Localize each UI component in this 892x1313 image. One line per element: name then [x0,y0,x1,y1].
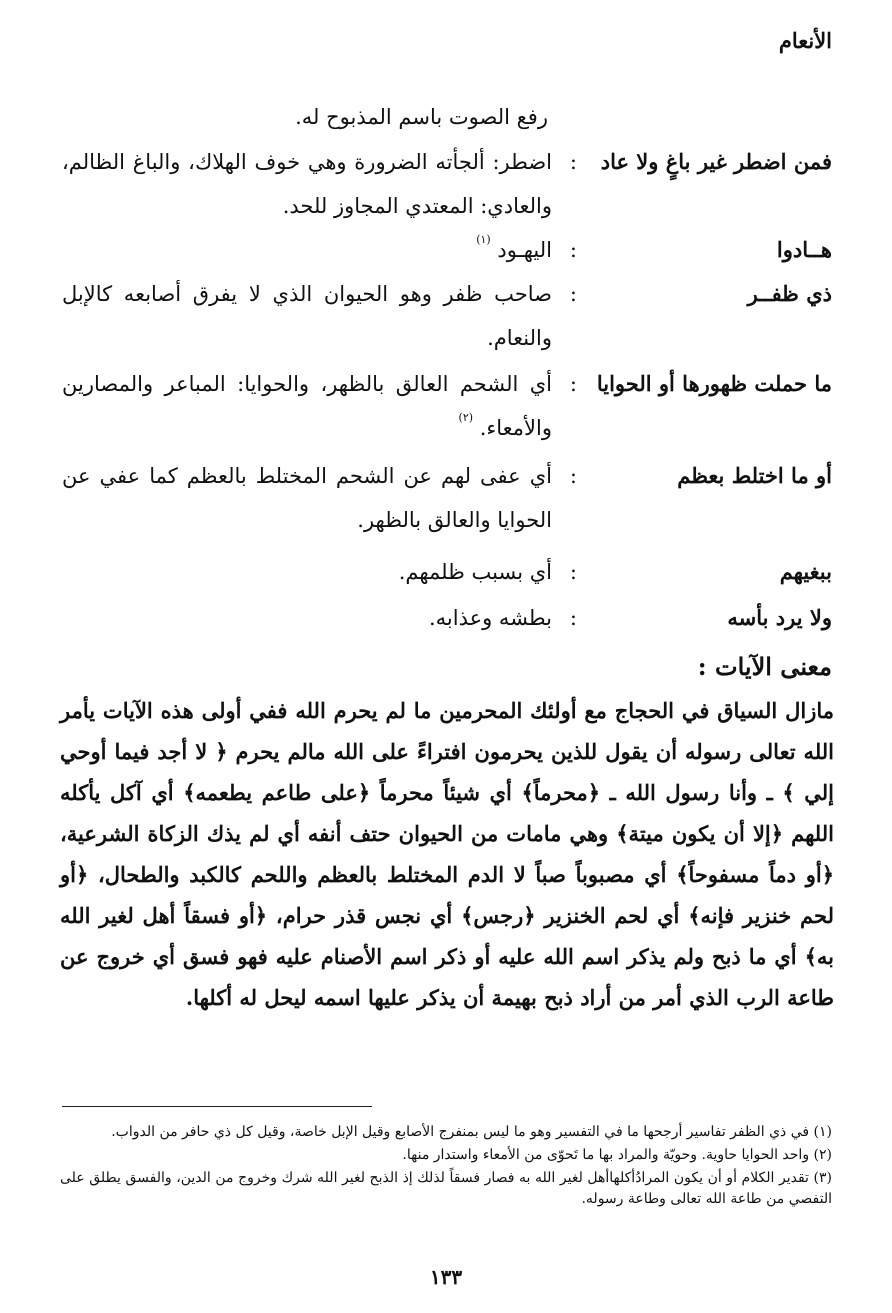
glossary-colon: : [569,238,577,262]
glossary-term: ما حملت ظهورها أو الحوايا [596,371,832,396]
glossary-definition [62,362,552,454]
glossary-term: فمن اضطر غير باغٍ ولا عاد [600,149,832,174]
glossary-colon: : [569,606,577,630]
definition-text: اليهـود [497,238,552,262]
page-number: ١٣٣ [429,1265,463,1289]
section-title: معنى الآيات : [697,652,832,681]
glossary-colon: : [569,282,577,306]
footnote-divider [62,1106,372,1107]
glossary-term: ببغيهم [779,559,832,584]
footnote-marker: (٢) [458,411,474,424]
footnote-marker: (١) [476,233,491,246]
glossary-definition: أي بسبب ظلمهم. [398,560,552,584]
running-header: الأنعام [778,28,832,53]
glossary-colon: : [569,464,577,488]
glossary-definition [62,228,552,276]
footnote: (١) في ذي الظفر تفاسير أرجحها ما في التفسير وهو ما ليس بمنفرج الأصابع وقيل الإبل خاصة، وقيل كل ذي حافر من الدواب. [111,1124,832,1140]
footnote: (٢) واحد الحوايا حاوية. وحويّة والمراد بها ما تَحوّى من الأمعاء واستدار منها. [402,1147,832,1163]
footnote: (٣) تقدير الكلام أو أن يكون المرادُأكلهاأهل لغير الله به فصار فسقاً لذلك إذ الذبح لغير الله شرك وخروج من الدين، والفسق يطلق على التفصي من طاعة الله تعالى وطاعة رسوله. [60,1170,832,1207]
footnotes [60,1122,832,1212]
glossary-definition: بطشه وعذابه. [428,606,552,630]
glossary-term: ذي ظفــر [747,281,832,306]
top-line-text: رفع الصوت باسم المذبوح له. [295,105,548,129]
glossary-colon: : [569,560,577,584]
body-paragraph: مازال السياق في الحجاج مع أولئك المحرمين ما لم يحرم الله ففي أولى هذه الآيات يأمر الله تعالى رسوله أن يقول للذين يحرمون افتراءً على الله مالم يحرم ﴿ لا أجد فيما أوحي إلي ﴾ ـ وأنا رسول الله ـ ﴿محرماً﴾ أي شيئاً محرماً ﴿على طاعم يطعمه﴾ أي آكل يأكله اللهم ﴿إلا أن يكون ميتة﴾ وهي مامات من الحيوان حتف أنفه أي لم يذك الزكاة الشرعية، ﴿أو دماً مسفوحاً﴾ أي مصبوباً صباً لا الدم المختلط بالعظم واللحم كالكبد والطحال، ﴿أو لحم خنزير فإنه﴾ أي لحم الخنزير ﴿رجس﴾ أي نجس قذر حرام، ﴿أو فسقاً أهل لغير الله به﴾ أي ما ذبح ولم يذكر اسم الله عليه أو ذكر اسم الأصنام عليه فهو فسق أي خروج عن طاعة الرب الذي أمر من أراد ذبح بهيمة أن يذكر عليها اسمه ليحل له أكلها. [60,698,834,1010]
glossary-definition: صاحب ظفر وهو الحيوان الذي لا يفرق أصابعه كالإبل والنعام. [62,282,552,350]
glossary-colon: : [569,150,577,174]
glossary-term: أو ما اختلط بعظم [677,463,832,488]
glossary-definition: اضطر: ألجأته الضرورة وهي خوف الهلاك، والباغ الظالم، والعادي: المعتدي المجاوز للحد. [62,150,552,218]
glossary-term: ولا يرد بأسه [727,605,832,630]
glossary-colon: : [569,372,577,396]
definition-text: أي الشحم العالق بالظهر، والحوايا: المباعر والمصارين والأمعاء. [62,372,552,440]
glossary-term: هــادوا [776,237,832,262]
glossary-definition: أي عفى لهم عن الشحم المختلط بالعظم كما عفي عن الحوايا والعالق بالظهر. [62,464,552,532]
